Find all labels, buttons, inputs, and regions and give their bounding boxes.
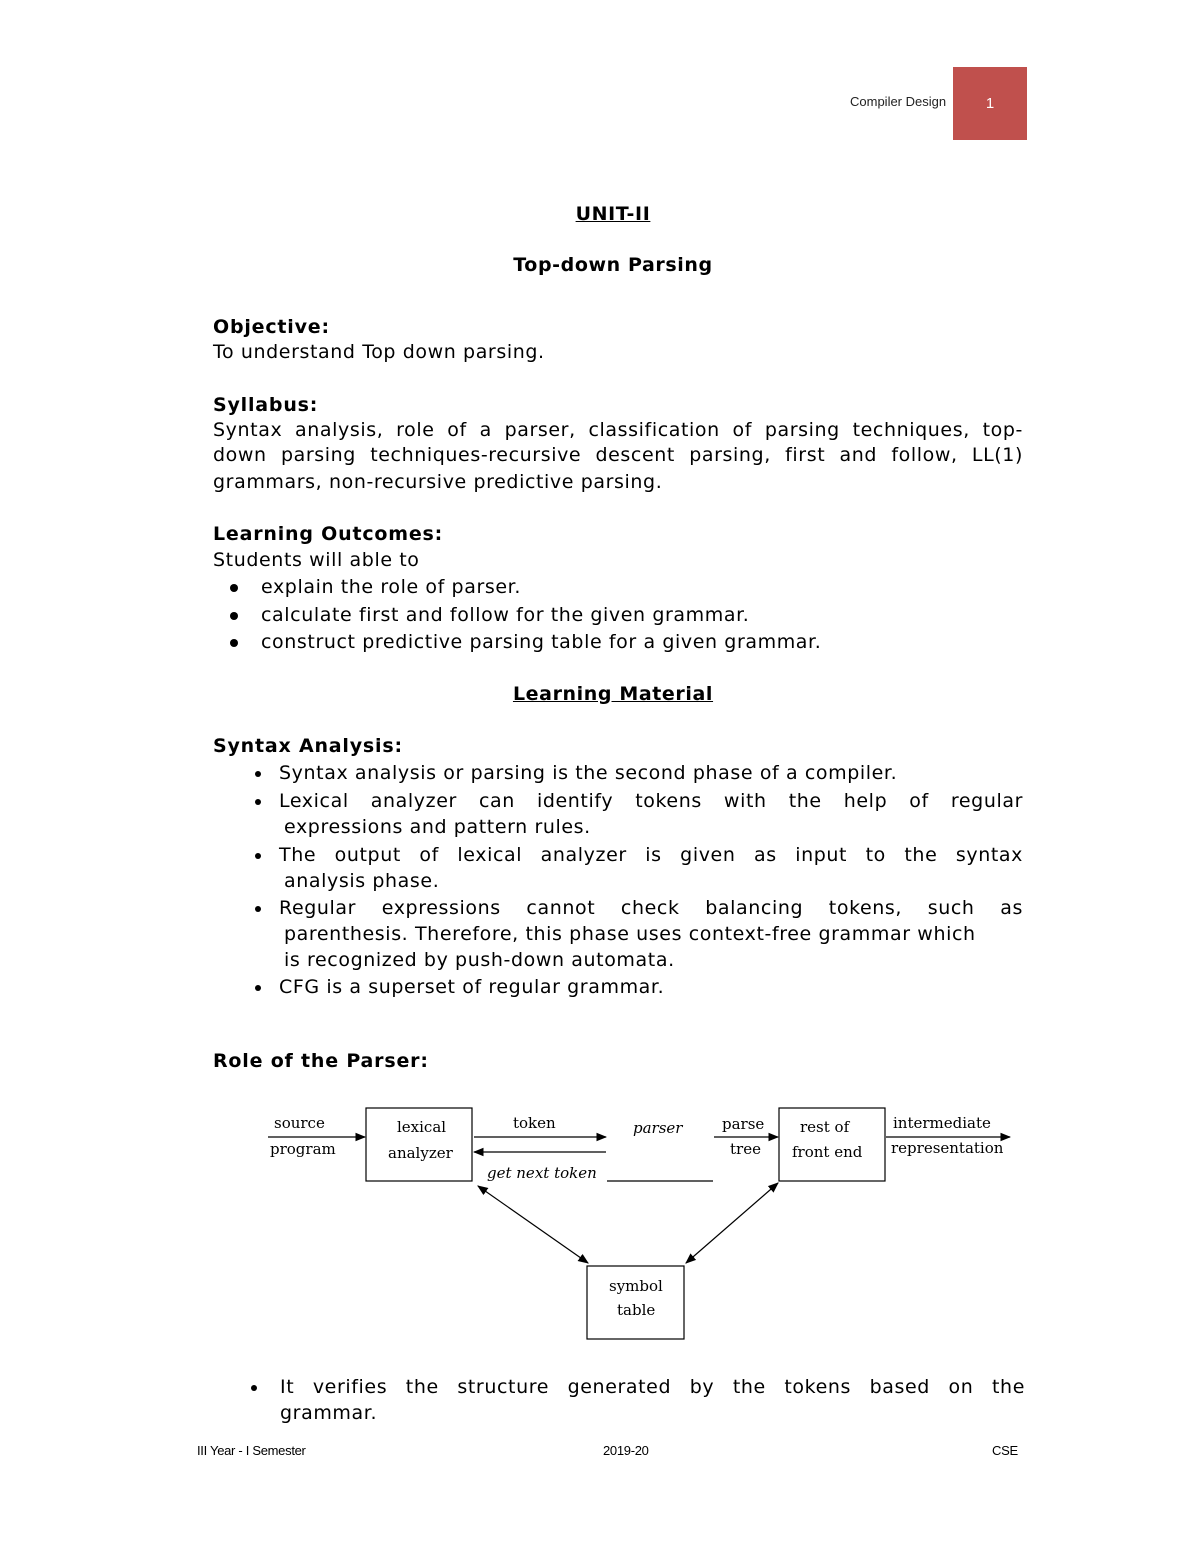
diagram-label: front end (792, 1143, 863, 1161)
lexical-symbol-arrow (478, 1186, 588, 1263)
syntax-bullet-line: Regular expressions cannot check balancing tokens, such as (279, 897, 1023, 919)
syntax-bullet-line: expressions and pattern rules. (284, 816, 591, 838)
diagram-label: rest of (800, 1118, 850, 1136)
syntax-bullet-line: The output of lexical analyzer is given as input to the syntax (279, 844, 1023, 866)
diagram-label: representation (891, 1139, 1004, 1157)
outcome-item: explain the role of parser. (261, 576, 521, 598)
page-number-badge: 1 (953, 67, 1027, 140)
footer-center: 2019-20 (603, 1443, 649, 1458)
role-of-parser-heading: Role of the Parser: (213, 1050, 429, 1072)
parser-bullet-line: grammar. (280, 1402, 378, 1424)
diagram-label: parser (633, 1119, 683, 1137)
page-subtitle: Top-down Parsing (513, 254, 713, 276)
diagram-label: intermediate (893, 1114, 991, 1132)
footer-left: III Year - I Semester (197, 1443, 306, 1458)
footer-right: CSE (992, 1443, 1018, 1458)
syntax-bullet-line: CFG is a superset of regular grammar. (279, 976, 665, 998)
syntax-bullet-line: parenthesis. Therefore, this phase uses context-free grammar which (284, 923, 976, 945)
syntax-bullet-line: Syntax analysis or parsing is the second phase of a compiler. (279, 762, 898, 784)
diagram-label: table (617, 1301, 656, 1319)
learning-outcomes-intro: Students will able to (213, 549, 420, 571)
outcome-item: calculate first and follow for the given grammar. (261, 604, 750, 626)
objective-text: To understand Top down parsing. (213, 341, 545, 363)
diagram-label: source (274, 1114, 325, 1132)
learning-material-heading: Learning Material (512, 683, 714, 705)
diagram-label: get next token (487, 1164, 597, 1182)
diagram-label: token (513, 1114, 556, 1132)
diagram-label: symbol (609, 1277, 663, 1295)
syntax-bullet-line: analysis phase. (284, 870, 440, 892)
diagram-label: program (270, 1140, 336, 1158)
learning-outcomes-heading: Learning Outcomes: (213, 523, 444, 545)
diagram-label: parse (722, 1115, 765, 1133)
syllabus-line: down parsing techniques-recursive descent parsing, first and follow, LL(1) (213, 444, 1023, 466)
syllabus-heading: Syllabus: (213, 394, 319, 416)
syntax-bullet-line: is recognized by push-down automata. (284, 949, 675, 971)
unit-title: UNIT-II (575, 203, 651, 225)
bullet-icon (251, 1385, 257, 1391)
diagram-label: lexical (397, 1118, 447, 1136)
diagram-label: analyzer (388, 1144, 453, 1162)
front-symbol-arrow (686, 1183, 778, 1263)
syllabus-line: grammars, non-recursive predictive parsing. (213, 471, 663, 493)
syntax-bullet-line: Lexical analyzer can identify tokens with the help of regular (279, 790, 1023, 812)
parser-bullet-line: It verifies the structure generated by the tokens based on the (280, 1376, 1025, 1398)
syntax-analysis-heading: Syntax Analysis: (213, 735, 403, 757)
syllabus-line: Syntax analysis, role of a parser, classification of parsing techniques, top- (213, 419, 1023, 441)
objective-heading: Objective: (213, 316, 330, 338)
outcome-item: construct predictive parsing table for a given grammar. (261, 631, 822, 653)
header-title: Compiler Design (850, 94, 947, 109)
diagram-label: tree (730, 1140, 761, 1158)
